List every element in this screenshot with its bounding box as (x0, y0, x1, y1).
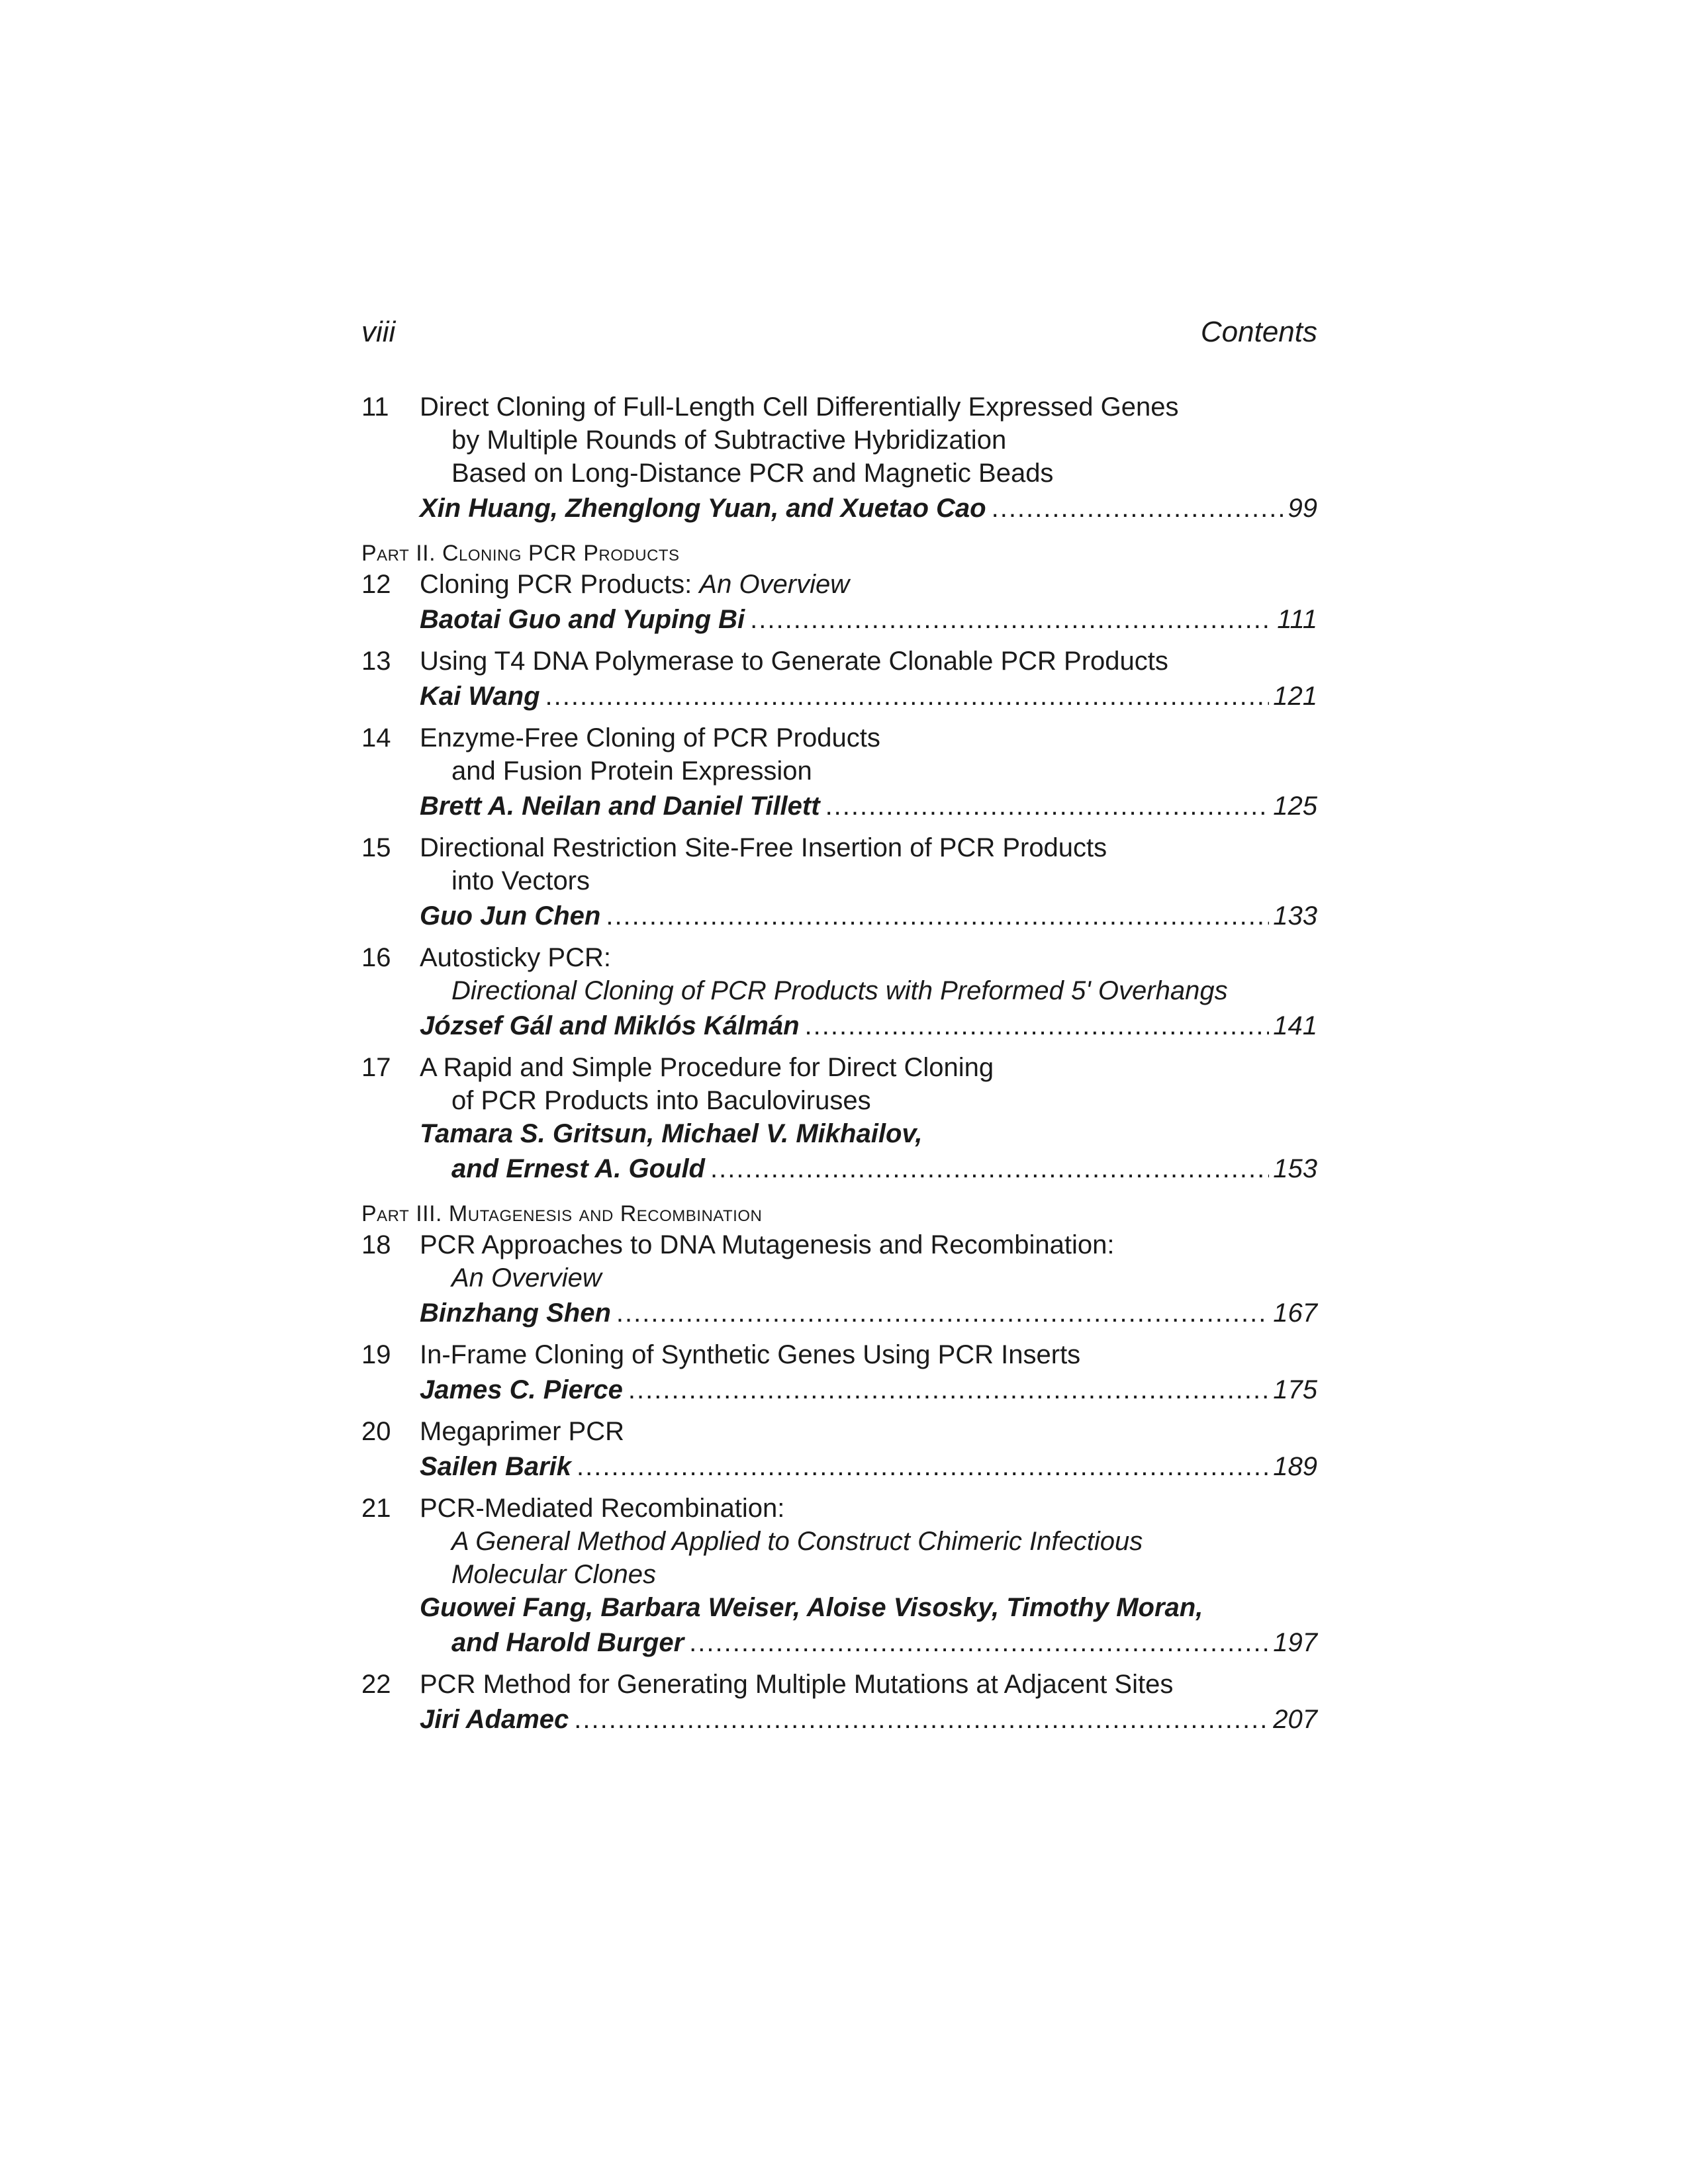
chapter-authors: Guowei Fang, Barbara Weiser, Aloise Visosky, Timothy Moran, (420, 1593, 1203, 1622)
chapter-subtitle-line: A General Method Applied to Construct Chimeric Infectious (451, 1527, 1143, 1556)
chapter-number: 12 (361, 570, 391, 599)
chapter-number: 16 (361, 943, 391, 972)
chapter-title-line: Enzyme-Free Cloning of PCR Products (420, 723, 880, 752)
chapter-title: Using T4 DNA Polymerase to Generate Clonable PCR Products (420, 647, 1168, 676)
chapter-page[interactable]: 175 (1273, 1375, 1317, 1404)
dot-leader (545, 678, 1270, 715)
author-line (420, 601, 1317, 638)
dot-leader (750, 601, 1273, 638)
chapter-page[interactable]: 99 (1288, 494, 1317, 523)
author-line (420, 1448, 1317, 1485)
toc-entry-15[interactable] (361, 831, 1317, 934)
chapter-title-line (420, 568, 1317, 601)
chapter-number: 21 (361, 1494, 391, 1523)
toc-entry-16[interactable] (361, 941, 1317, 1044)
toc-entry-21[interactable] (361, 1492, 1317, 1661)
chapter-authors: Jiri Adamec (420, 1705, 569, 1734)
author-line (420, 1007, 1317, 1044)
toc-entry-11[interactable] (361, 390, 1317, 527)
chapter-page[interactable]: 133 (1273, 901, 1317, 931)
dot-leader (616, 1295, 1269, 1332)
chapter-number: 18 (361, 1230, 391, 1259)
chapter-page[interactable]: 167 (1273, 1298, 1317, 1328)
chapter-title: Cloning PCR Products: (420, 570, 700, 599)
chapter-title-line: A Rapid and Simple Procedure for Direct Cloning (420, 1053, 994, 1082)
toc-entry-18[interactable] (361, 1228, 1317, 1332)
chapter-title: PCR-Mediated Recombination: (420, 1494, 785, 1523)
author-line (420, 1295, 1317, 1332)
chapter-page[interactable]: 111 (1277, 605, 1317, 634)
chapter-subtitle: An Overview (451, 1263, 602, 1293)
dot-leader (805, 1007, 1270, 1044)
chapter-subtitle: Directional Cloning of PCR Products with Preformed 5' Overhangs (451, 976, 1228, 1005)
chapter-title-line: of PCR Products into Baculoviruses (451, 1086, 871, 1115)
author-line (420, 1150, 1317, 1187)
chapter-authors: Guo Jun Chen (420, 901, 601, 931)
chapter-number: 13 (361, 647, 391, 676)
chapter-authors: Tamara S. Gritsun, Michael V. Mikhailov, (420, 1119, 923, 1148)
chapter-title: In-Frame Cloning of Synthetic Genes Using PCR Inserts (420, 1340, 1081, 1369)
chapter-authors: Kai Wang (420, 682, 540, 711)
chapter-subtitle: An Overview (699, 570, 850, 599)
dot-leader (992, 490, 1284, 527)
dot-leader (710, 1150, 1269, 1187)
dot-leader (606, 897, 1269, 934)
table-of-contents (361, 390, 1317, 1745)
author-line (420, 1701, 1317, 1738)
chapter-authors: and Harold Burger (451, 1628, 684, 1657)
chapter-title-line: Directional Restriction Site-Free Insertion of PCR Products (420, 833, 1107, 862)
chapter-title-line: Based on Long-Distance PCR and Magnetic Beads (451, 459, 1054, 488)
chapter-authors: Sailen Barik (420, 1452, 572, 1481)
chapter-title-line: into Vectors (451, 866, 590, 895)
chapter-title-line: and Fusion Protein Expression (451, 756, 812, 786)
chapter-authors: and Ernest A. Gould (451, 1154, 705, 1183)
toc-entry-12[interactable] (361, 568, 1317, 638)
chapter-title: PCR Method for Generating Multiple Mutations at Adjacent Sites (420, 1670, 1174, 1699)
author-line (420, 1624, 1317, 1661)
chapter-authors: Xin Huang, Zhenglong Yuan, and Xuetao Cao (420, 494, 986, 523)
chapter-authors: Brett A. Neilan and Daniel Tillett (420, 792, 820, 821)
chapter-title: Megaprimer PCR (420, 1417, 624, 1446)
part-heading-iii: Part III. Mutagenesis and Recombination (361, 1201, 763, 1226)
chapter-authors: Binzhang Shen (420, 1298, 611, 1328)
dot-leader (825, 788, 1270, 825)
author-line (420, 788, 1317, 825)
chapter-page[interactable]: 125 (1273, 792, 1317, 821)
chapter-page[interactable]: 153 (1273, 1154, 1317, 1183)
chapter-page[interactable]: 121 (1273, 682, 1317, 711)
chapter-title: Autosticky PCR: (420, 943, 611, 972)
chapter-authors: James C. Pierce (420, 1375, 623, 1404)
toc-entry-20[interactable] (361, 1415, 1317, 1485)
chapter-page[interactable]: 141 (1273, 1011, 1317, 1040)
chapter-authors: Baotai Guo and Yuping Bi (420, 605, 745, 634)
dot-leader (574, 1701, 1269, 1738)
chapter-number: 15 (361, 833, 391, 862)
dot-leader (577, 1448, 1269, 1485)
dot-leader (689, 1624, 1269, 1661)
toc-entry-14[interactable] (361, 721, 1317, 825)
running-head (361, 312, 1317, 352)
toc-entry-19[interactable] (361, 1338, 1317, 1408)
chapter-page[interactable]: 197 (1273, 1628, 1317, 1657)
chapter-authors: József Gál and Miklós Kálmán (420, 1011, 800, 1040)
chapter-page[interactable]: 189 (1273, 1452, 1317, 1481)
chapter-number: 19 (361, 1340, 391, 1369)
chapter-number: 17 (361, 1053, 391, 1082)
page-label: viii (361, 316, 396, 348)
running-title: Contents (1200, 316, 1317, 348)
dot-leader (628, 1371, 1269, 1408)
author-line (420, 1371, 1317, 1408)
part-heading-ii: Part II. Cloning PCR Products (361, 541, 680, 566)
chapter-number: 14 (361, 723, 391, 752)
toc-entry-22[interactable] (361, 1668, 1317, 1738)
toc-entry-17[interactable] (361, 1051, 1317, 1187)
chapter-number: 20 (361, 1417, 391, 1446)
chapter-title-line: by Multiple Rounds of Subtractive Hybridization (451, 426, 1007, 455)
chapter-title-line: Direct Cloning of Full-Length Cell Differentially Expressed Genes (420, 392, 1179, 422)
author-line (420, 678, 1317, 715)
chapter-number: 11 (361, 392, 389, 422)
author-line (420, 897, 1317, 934)
chapter-page[interactable]: 207 (1273, 1705, 1317, 1734)
chapter-number: 22 (361, 1670, 391, 1699)
author-line (420, 490, 1317, 527)
chapter-title: PCR Approaches to DNA Mutagenesis and Recombination: (420, 1230, 1115, 1259)
chapter-subtitle-line: Molecular Clones (451, 1560, 657, 1589)
toc-entry-13[interactable] (361, 645, 1317, 715)
